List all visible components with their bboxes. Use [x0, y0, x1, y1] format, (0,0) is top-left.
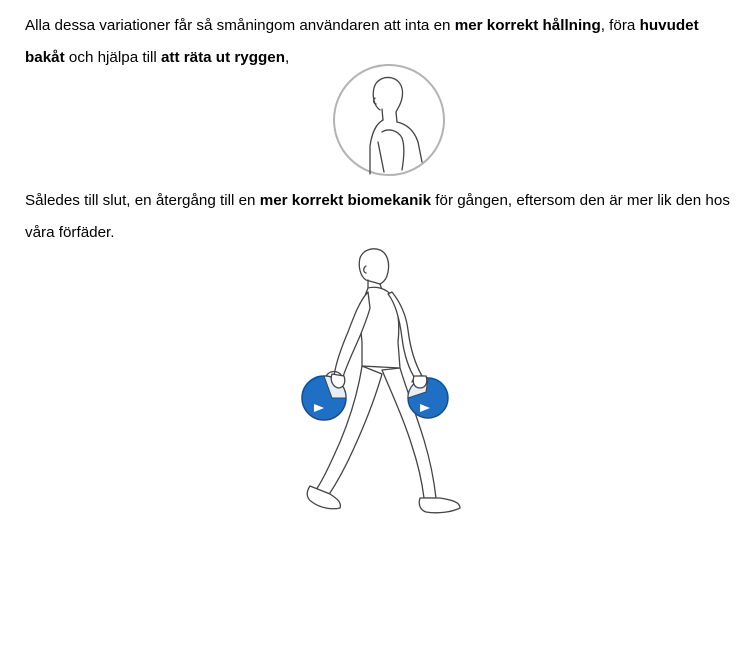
front-shoe — [419, 498, 460, 513]
posture-illustration-svg — [330, 62, 448, 178]
text-segment: , föra — [600, 17, 640, 34]
bold-text-straighten-back: att räta ut ryggen — [160, 49, 285, 66]
bold-text-correct-posture: mer korrekt hållning — [454, 17, 601, 34]
circle-frame — [334, 65, 444, 175]
text-segment: Således till slut, en återgång till en — [25, 192, 260, 209]
text-segment: Alla dessa variationer får så småningom användaren att inta en — [25, 17, 455, 34]
right-hand — [413, 376, 427, 388]
head — [359, 249, 388, 284]
text-segment: och hjälpa till — [64, 49, 161, 66]
walking-person-illustration — [296, 246, 464, 518]
paragraph-biomechanics — [25, 185, 730, 249]
bold-text-head-back: huvudet bakåt — [25, 17, 699, 66]
walking-person-svg — [296, 246, 464, 518]
posture-illustration — [330, 62, 448, 178]
bold-text-biomechanics: mer korrekt biomekanik — [259, 192, 432, 209]
text-segment: , — [285, 49, 290, 66]
text-segment: för gången, eftersom den är mer lik den hos våra förfäder. — [25, 192, 730, 241]
